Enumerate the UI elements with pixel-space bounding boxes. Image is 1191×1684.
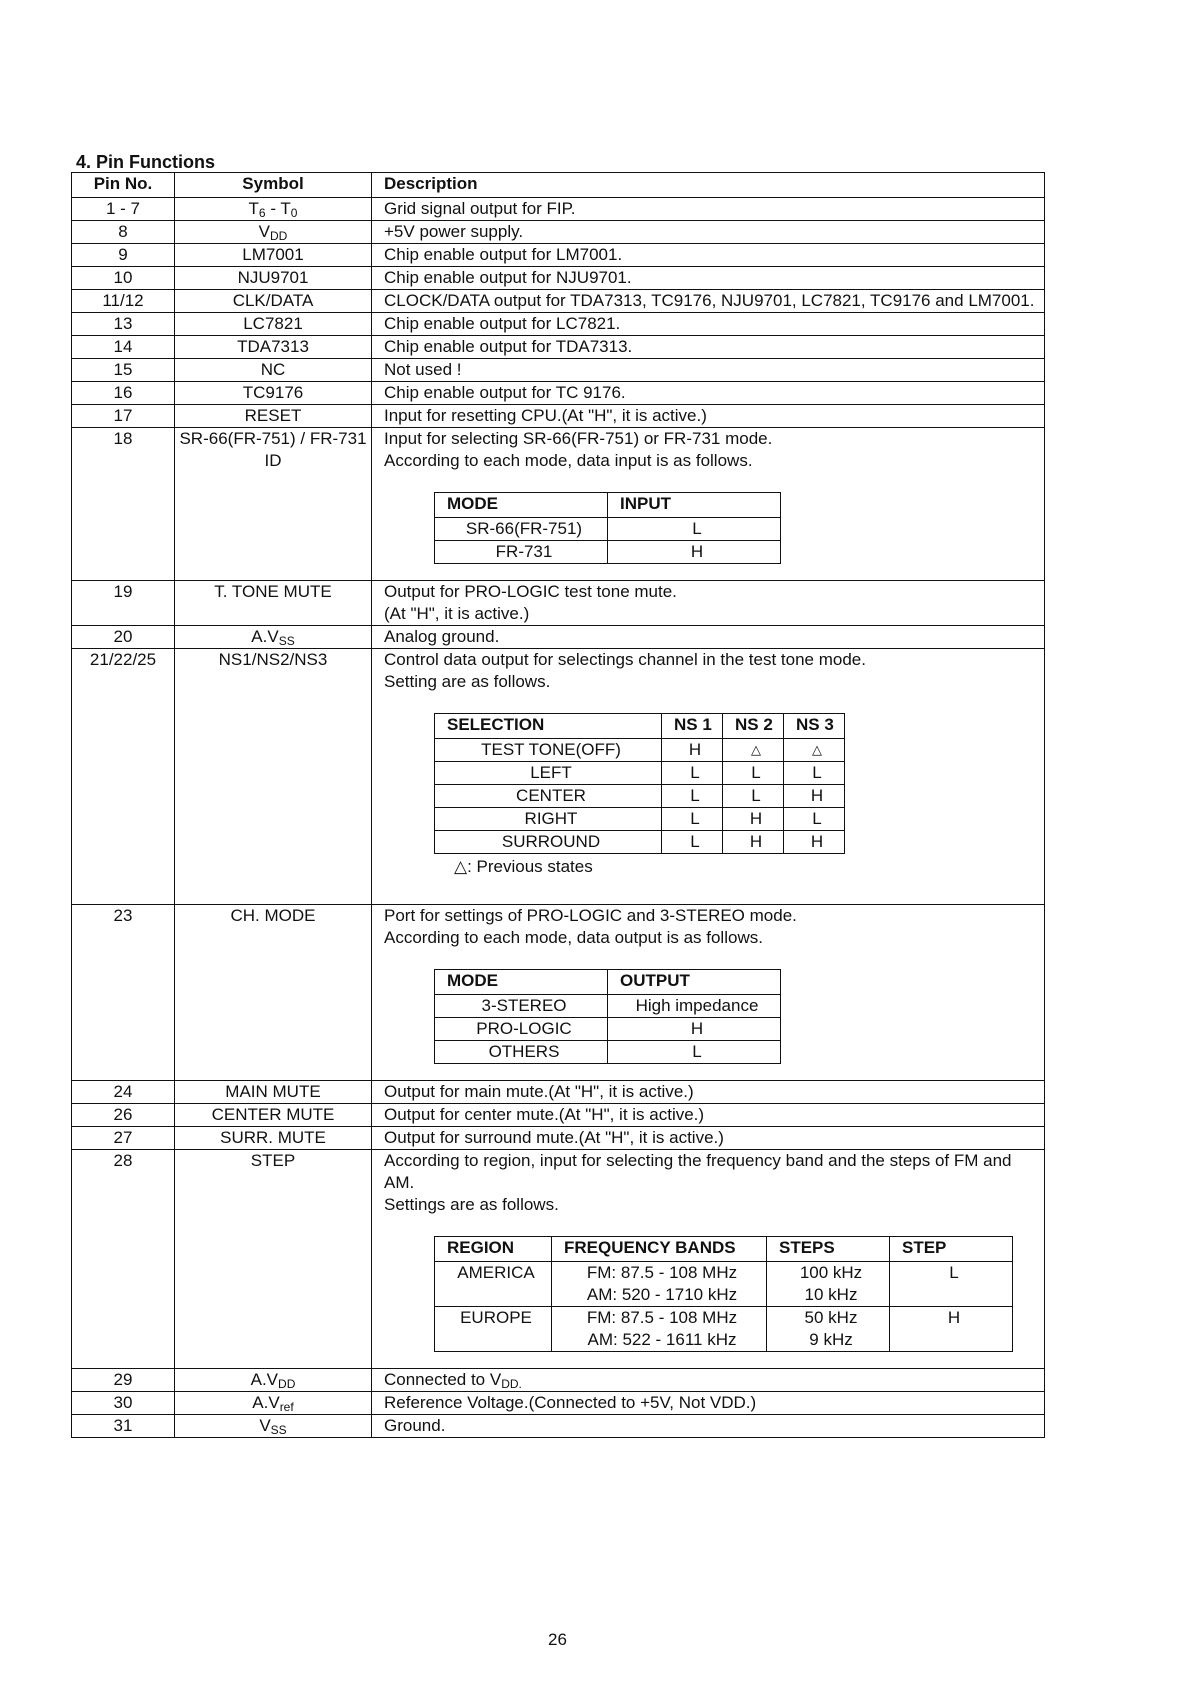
header-symbol: Symbol	[175, 173, 372, 198]
description: Connected to $V_{DD.}$	[372, 1369, 1045, 1392]
ns1-header: NS 1	[662, 714, 723, 739]
description: CLOCK/DATA output for TDA7313, TC9176, NJU9701, LC7821, TC9176 and LM7001.	[372, 290, 1045, 313]
ns-cell: L	[723, 762, 784, 785]
pin-no: 19	[72, 581, 175, 626]
table-row	[72, 905, 1045, 1081]
pin-no: 11/12	[72, 290, 175, 313]
step-cell: H	[890, 1307, 1013, 1352]
table-row	[72, 313, 1045, 336]
mode-output-table	[434, 969, 781, 1064]
description: Output for center mute.(At "H", it is active.)	[372, 1104, 1045, 1127]
description: Analog ground.	[372, 626, 1045, 649]
section-title: 4. Pin Functions	[76, 152, 216, 172]
table-row	[72, 198, 1045, 221]
description: Reference Voltage.(Connected to +5V, Not VDD.)	[372, 1392, 1045, 1415]
ns-cell: H	[784, 831, 845, 854]
table-row	[72, 405, 1045, 428]
table-row	[72, 626, 1045, 649]
symbol: $A.V_{ref}$	[175, 1392, 372, 1415]
symbol: SURR. MUTE	[175, 1127, 372, 1150]
ns2-header: NS 2	[723, 714, 784, 739]
ns-cell: H	[723, 831, 784, 854]
frequency-cell	[552, 1307, 767, 1352]
region-cell: AMERICA	[435, 1262, 552, 1307]
output-cell: L	[608, 1041, 781, 1064]
description: Chip enable output for TC 9176.	[372, 382, 1045, 405]
am-step: 9 kHz	[809, 1330, 853, 1349]
input-cell: L	[608, 518, 781, 541]
table-row	[435, 808, 845, 831]
mode-header: MODE	[435, 493, 608, 518]
ns-cell: △	[723, 739, 784, 762]
table-row	[72, 428, 1045, 581]
ns-cell: H	[662, 739, 723, 762]
pin-no: 14	[72, 336, 175, 359]
pin-no: 8	[72, 221, 175, 244]
pin-functions-table	[71, 172, 1045, 1438]
selection-cell: TEST TONE(OFF)	[435, 739, 662, 762]
table-row	[435, 762, 845, 785]
description-line: Input for selecting SR-66(FR-751) or FR-731 mode.	[384, 429, 773, 448]
symbol: $A.V_{DD}$	[175, 1369, 372, 1392]
table-row	[435, 785, 845, 808]
symbol: MAIN MUTE	[175, 1081, 372, 1104]
selection-cell: RIGHT	[435, 808, 662, 831]
symbol: $A.V_{SS}$	[175, 626, 372, 649]
mode-cell: FR-731	[435, 541, 608, 564]
pin-no: 29	[72, 1369, 175, 1392]
pin-no: 17	[72, 405, 175, 428]
frequency-cell	[552, 1262, 767, 1307]
ns-cell: L	[662, 831, 723, 854]
table-row	[72, 1150, 1045, 1369]
pin-no: 16	[72, 382, 175, 405]
description: Grid signal output for FIP.	[372, 198, 1045, 221]
table-row	[72, 1127, 1045, 1150]
table-row	[435, 995, 781, 1018]
ns-cell: L	[662, 762, 723, 785]
symbol: NS1/NS2/NS3	[175, 649, 372, 905]
pin-no: 27	[72, 1127, 175, 1150]
pin-no: 24	[72, 1081, 175, 1104]
header-description: Description	[372, 173, 1045, 198]
fm-step: 100 kHz	[799, 1263, 863, 1282]
table-row	[72, 290, 1045, 313]
description	[372, 1150, 1045, 1369]
selection-cell: SURROUND	[435, 831, 662, 854]
description-line: Control data output for selectings channel in the test tone mode.	[384, 650, 866, 669]
input-header: INPUT	[608, 493, 781, 518]
description-line: Settings are as follows.	[384, 1195, 559, 1214]
selection-table	[434, 713, 845, 854]
description: Output for surround mute.(At "H", it is active.)	[372, 1127, 1045, 1150]
table-row	[435, 1307, 1013, 1352]
am-step: 10 kHz	[804, 1285, 858, 1304]
table-header-row	[72, 173, 1045, 198]
symbol: T. TONE MUTE	[175, 581, 372, 626]
table-row	[435, 831, 845, 854]
symbol: RESET	[175, 405, 372, 428]
symbol: NC	[175, 359, 372, 382]
pin-no: 31	[72, 1415, 175, 1438]
table-row	[72, 1081, 1045, 1104]
ns-cell: L	[662, 808, 723, 831]
symbol: SR-66(FR-751) / FR-731 ID	[175, 428, 372, 581]
description: +5V power supply.	[372, 221, 1045, 244]
output-cell: H	[608, 1018, 781, 1041]
description-line: According to each mode, data output is as follows.	[384, 928, 763, 947]
selection-header: SELECTION	[435, 714, 662, 739]
pin-no: 26	[72, 1104, 175, 1127]
symbol: LM7001	[175, 244, 372, 267]
description-line: Setting are as follows.	[384, 672, 551, 691]
symbol: TC9176	[175, 382, 372, 405]
fm-step: 50 kHz	[804, 1308, 858, 1327]
fm-band: FM: 87.5 - 108 MHz	[586, 1308, 738, 1327]
selection-cell: LEFT	[435, 762, 662, 785]
frequency-bands-header: FREQUENCY BANDS	[552, 1237, 767, 1262]
mode-cell: PRO-LOGIC	[435, 1018, 608, 1041]
description: Ground.	[372, 1415, 1045, 1438]
ns-cell: L	[723, 785, 784, 808]
am-band: AM: 520 - 1710 kHz	[586, 1285, 738, 1304]
description: Chip enable output for LC7821.	[372, 313, 1045, 336]
description: Chip enable output for TDA7313.	[372, 336, 1045, 359]
symbol: STEP	[175, 1150, 372, 1369]
symbol: $V_{DD}$	[175, 221, 372, 244]
mode-cell: 3-STEREO	[435, 995, 608, 1018]
description-line: Port for settings of PRO-LOGIC and 3-STEREO mode.	[384, 906, 797, 925]
output-header: OUTPUT	[608, 970, 781, 995]
region-cell: EUROPE	[435, 1307, 552, 1352]
ns-cell: L	[662, 785, 723, 808]
region-header: REGION	[435, 1237, 552, 1262]
table-row	[435, 1041, 781, 1064]
table-row	[72, 581, 1045, 626]
description	[372, 428, 1045, 581]
mode-cell: SR-66(FR-751)	[435, 518, 608, 541]
ns3-header: NS 3	[784, 714, 845, 739]
pin-no: 9	[72, 244, 175, 267]
header-pin-no: Pin No.	[72, 173, 175, 198]
output-cell: High impedance	[608, 995, 781, 1018]
pin-no: 23	[72, 905, 175, 1081]
table-row	[72, 336, 1045, 359]
table-row	[72, 1392, 1045, 1415]
table-row	[72, 1415, 1045, 1438]
table-row	[72, 244, 1045, 267]
table-row	[72, 267, 1045, 290]
symbol: CLK/DATA	[175, 290, 372, 313]
region-table	[434, 1236, 1013, 1352]
description: Chip enable output for NJU9701.	[372, 267, 1045, 290]
symbol: LC7821	[175, 313, 372, 336]
step-cell: L	[890, 1262, 1013, 1307]
input-cell: H	[608, 541, 781, 564]
ns-cell: L	[784, 808, 845, 831]
step-header: STEP	[890, 1237, 1013, 1262]
description-line: According to region, input for selecting the frequency band and the steps of FM and AM.	[384, 1151, 1012, 1192]
table-row	[72, 1369, 1045, 1392]
pin-no: 28	[72, 1150, 175, 1369]
symbol-pin-no: 20	[72, 626, 175, 649]
am-band: AM: 522 - 1611 kHz	[587, 1330, 737, 1349]
description: Output for main mute.(At "H", it is active.)	[372, 1081, 1045, 1104]
description: Chip enable output for LM7001.	[372, 244, 1045, 267]
symbol: $T_6 - T_0$	[175, 198, 372, 221]
description	[372, 905, 1045, 1081]
description-line: According to each mode, data input is as follows.	[384, 451, 753, 470]
symbol: CENTER MUTE	[175, 1104, 372, 1127]
steps-cell	[767, 1307, 890, 1352]
pin-no: 18	[72, 428, 175, 581]
mode-cell: OTHERS	[435, 1041, 608, 1064]
pin-no: 21/22/25	[72, 649, 175, 905]
pin-no: 15	[72, 359, 175, 382]
description-line: (At "H", it is active.)	[384, 604, 530, 623]
fm-band: FM: 87.5 - 108 MHz	[586, 1263, 738, 1282]
selection-cell: CENTER	[435, 785, 662, 808]
table-row	[435, 739, 845, 762]
symbol: NJU9701	[175, 267, 372, 290]
description-line: Output for PRO-LOGIC test tone mute.	[384, 582, 677, 601]
description	[372, 649, 1045, 905]
table-row	[435, 1262, 1013, 1307]
ns-cell: L	[784, 762, 845, 785]
previous-states-note: △: Previous states	[454, 857, 593, 876]
table-row	[435, 541, 781, 564]
description	[372, 581, 1045, 626]
description: Not used !	[372, 359, 1045, 382]
steps-cell	[767, 1262, 890, 1307]
page-number: 26	[548, 1630, 567, 1649]
table-row	[435, 1018, 781, 1041]
pin-no: 30	[72, 1392, 175, 1415]
table-row	[72, 359, 1045, 382]
pin-no: 1 - 7	[72, 198, 175, 221]
ns-cell: H	[723, 808, 784, 831]
description: Input for resetting CPU.(At "H", it is active.)	[372, 405, 1045, 428]
mode-header: MODE	[435, 970, 608, 995]
pin-no: 10	[72, 267, 175, 290]
pin-no: 13	[72, 313, 175, 336]
table-row	[72, 382, 1045, 405]
steps-header: STEPS	[767, 1237, 890, 1262]
table-row	[72, 649, 1045, 905]
table-row	[435, 518, 781, 541]
table-row	[72, 1104, 1045, 1127]
ns-cell: H	[784, 785, 845, 808]
symbol: $V_{SS}$	[175, 1415, 372, 1438]
mode-input-table	[434, 492, 781, 564]
symbol: CH. MODE	[175, 905, 372, 1081]
table-row	[72, 221, 1045, 244]
ns-cell: △	[784, 739, 845, 762]
symbol: TDA7313	[175, 336, 372, 359]
